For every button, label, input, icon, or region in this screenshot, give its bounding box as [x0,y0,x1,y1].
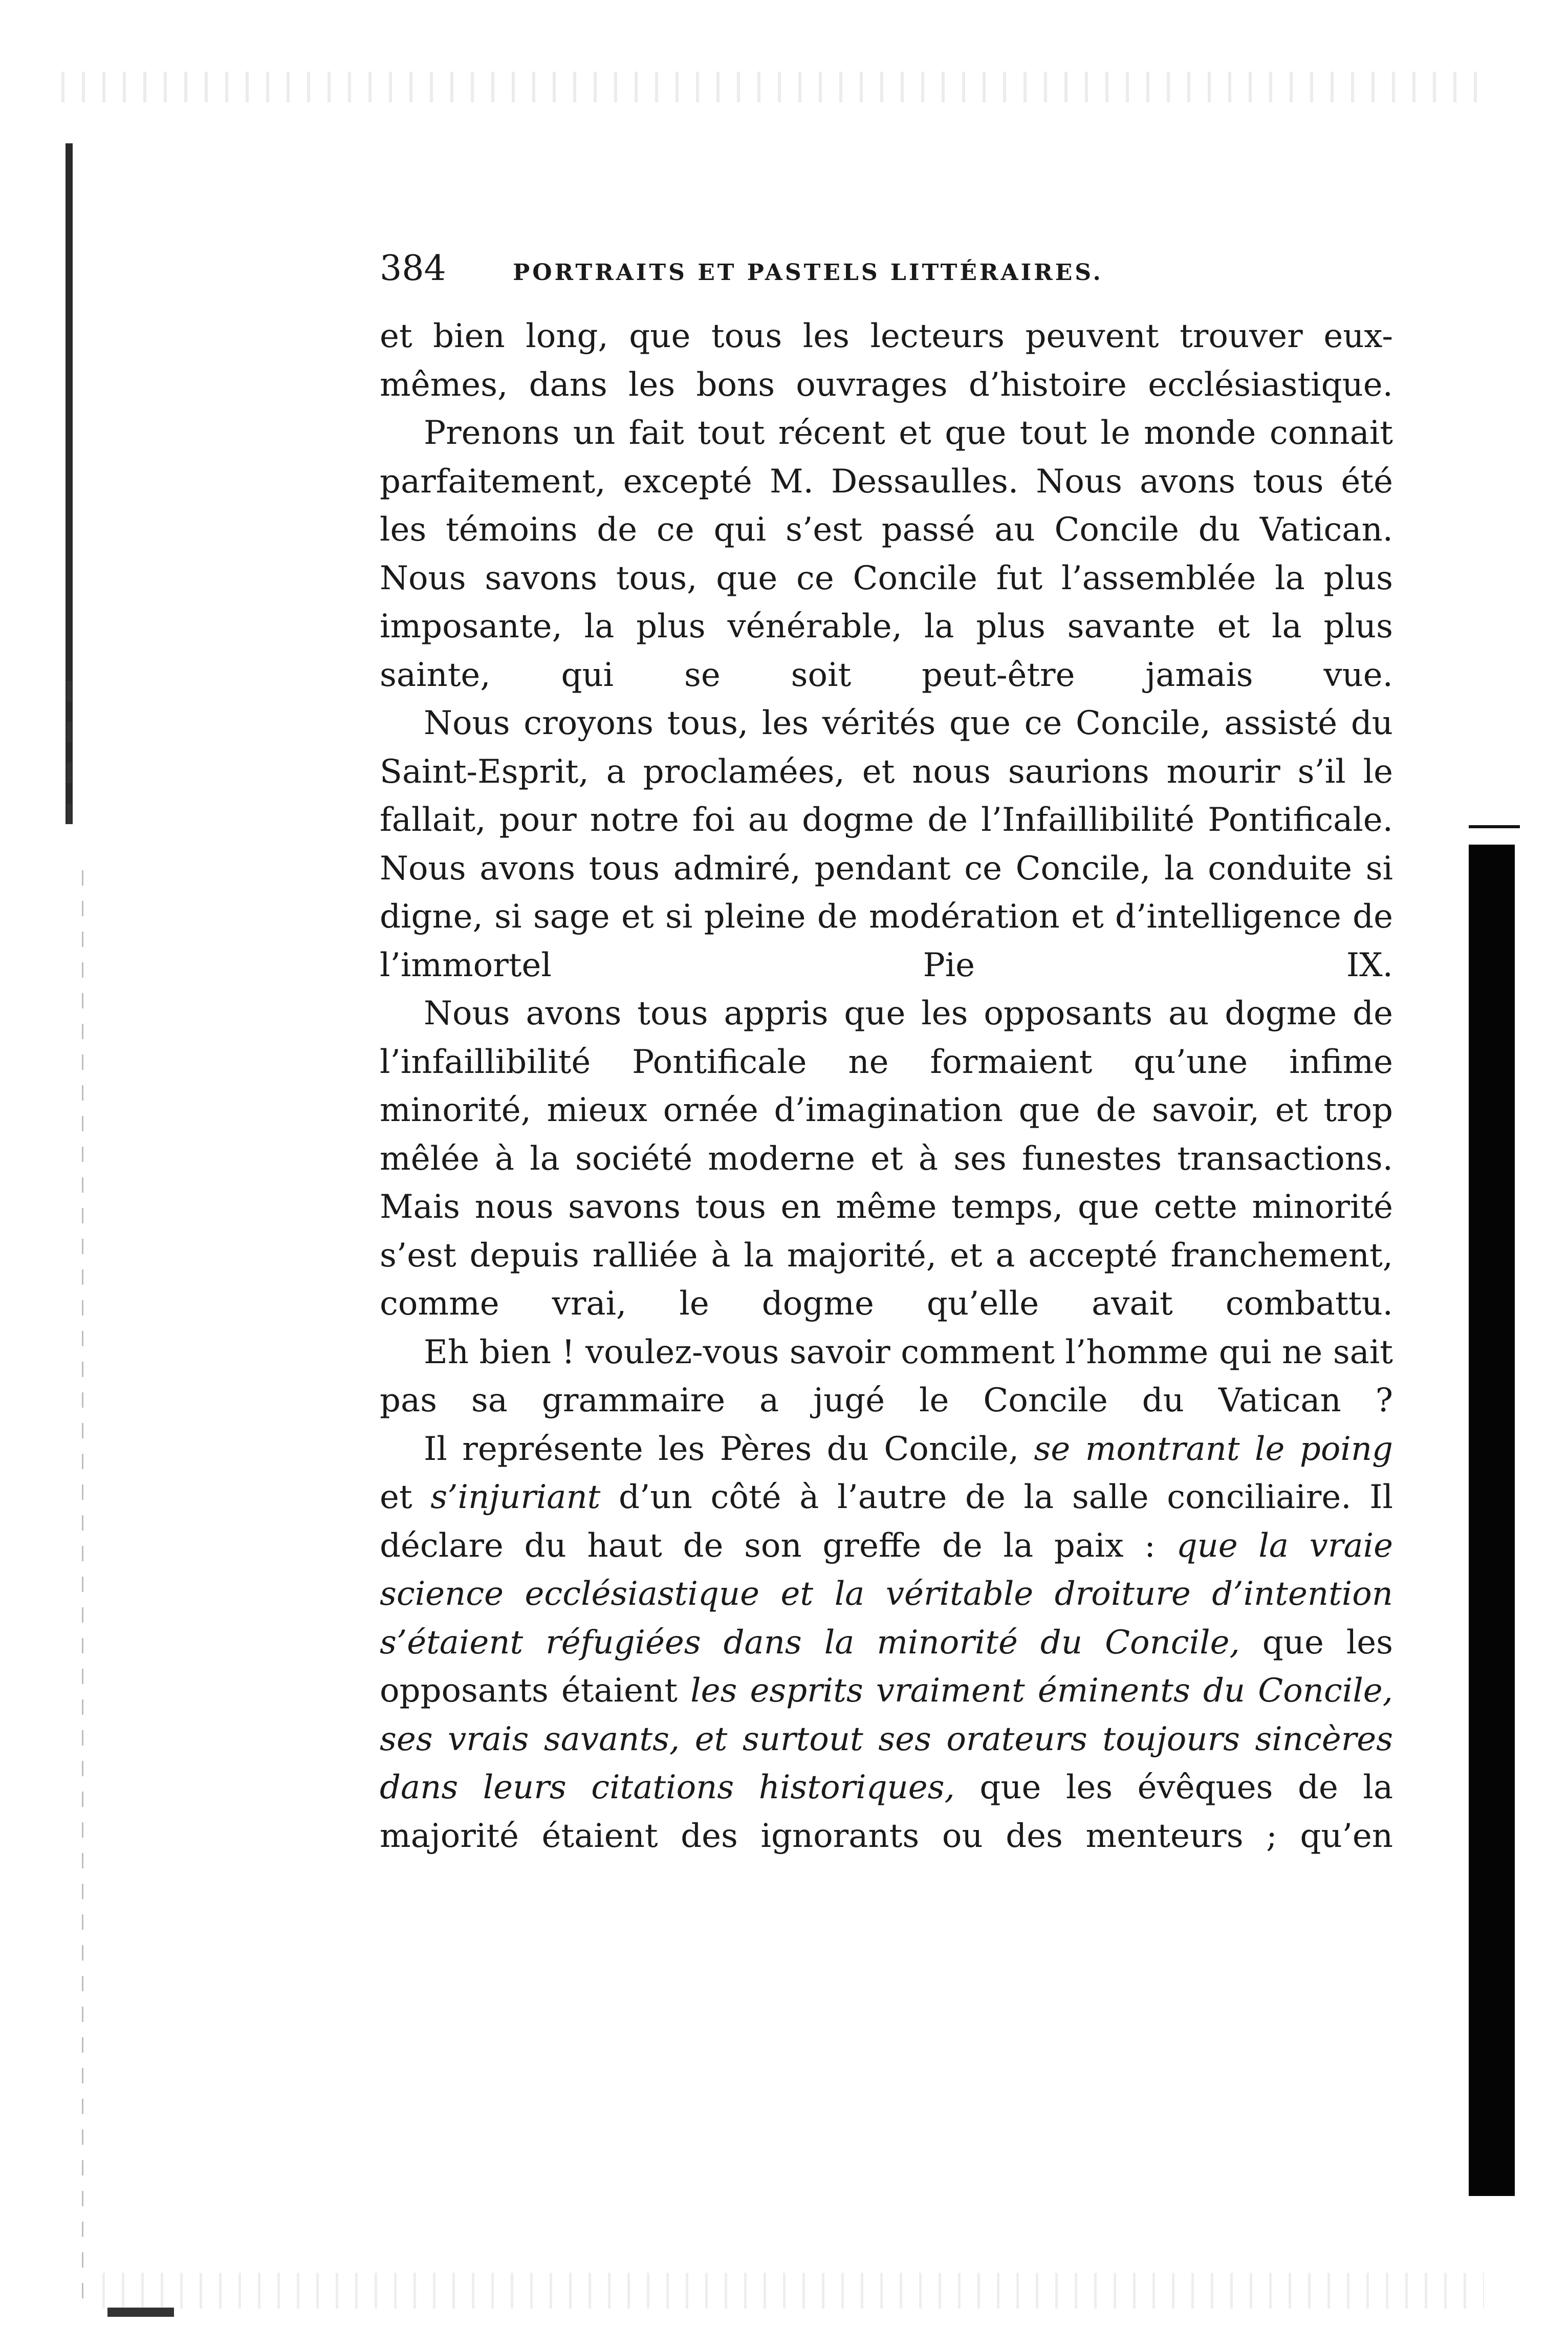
scan-edge-right [1469,845,1515,2196]
page-number: 384 [380,248,446,289]
scan-edge-left-dots [67,681,72,834]
scan-edge-right-cap [1469,825,1520,828]
scan-edge-left-faint [82,870,83,2303]
paragraph: Nous croyons tous, les vérités que ce Concile, assisté du Saint-Esprit, a proclamées, et nous saurions mourir s’il le fallait, pour notre foi au dogme de l’Infaillibilité Pontificale. Nous avons tous admiré, pendant ce Concile, la conduite si digne, si sage et si pleine de modération et d’intelligence de l’immortel Pie IX. [380,704,1393,984]
italic-text: se montrant le poing [1034,1430,1393,1468]
running-title: PORTRAITS ET PASTELS LITTÉRAIRES. [513,260,1103,286]
body-text [380,312,1393,1860]
italic-text: que la vraie science ecclésiastique et la véritable droiture d’intention s’étaient réfugiées dans la minorité du Concile, [380,1526,1393,1662]
italic-text: s’injuriant [430,1478,601,1516]
text-run: que les opposants étaient [380,1623,1393,1710]
paragraph: Eh bien ! voulez-vous savoir comment l’homme qui ne sait pas sa grammaire a jugé le Concile du Vatican ? [380,1333,1393,1419]
italic-text: les esprits vraiment éminents du Concile, ses vrais savants, et surtout ses orateurs toujours sincères dans leurs citations historiques, [380,1672,1393,1806]
scan-mark-bottom-left [107,2308,174,2317]
text-run: que les évêques de la majorité étaient des ignorants ou des menteurs ; qu’en [380,1769,1393,1855]
text-run: Il représente les Pères du Concile, [424,1430,1034,1468]
paragraph: et bien long, que tous les lecteurs peuvent trouver eux-mêmes, dans les bons ouvrages d’histoire ecclésiastique. [380,317,1393,404]
scan-noise-top [61,72,1494,102]
text-run: et [380,1478,431,1516]
running-header [380,241,1403,297]
paragraph: Prenons un fait tout récent et que tout le monde connait parfaitement, excepté M. Dessaulles. Nous avons tous été les témoins de ce qui s’est passé au Concile du Vatican. Nous savons tous, que ce Concile fut l’assemblée la plus imposante, la plus vénérable, la plus savante et la plus sainte, qui se soit peut-être jamais vue. [380,414,1393,694]
paragraph: Nous avons tous appris que les opposants au dogme de l’infaillibilité Pontificale ne formaient qu’une infime minorité, mieux ornée d’imagination que de savoir, et trop mêlée à la société moderne et à ses funestes transactions. Mais nous savons tous en même temps, que cette minorité s’est depuis ralliée à la majorité, et a accepté franchement, comme vrai, le dogme qu’elle avait combattu. [380,995,1393,1323]
text-run: d’un côté à l’autre de la salle conciliaire. Il déclare du haut de son greffe de la paix : [380,1478,1393,1565]
scan-noise-bottom [102,2273,1484,2309]
paragraph [380,1425,1393,1861]
